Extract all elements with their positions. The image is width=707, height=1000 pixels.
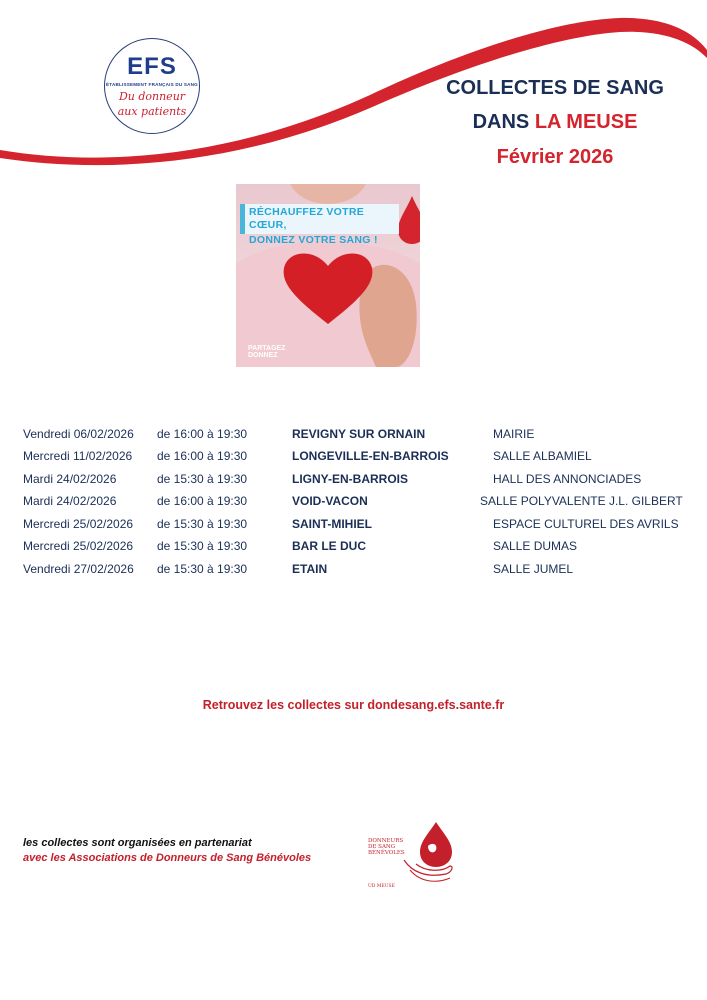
badge-line-2: DONNEZ <box>248 352 278 359</box>
campaign-image <box>236 184 420 367</box>
row-city: LIGNY-EN-BARROIS <box>292 472 409 486</box>
badge-line-1: PARTAGEZ <box>248 345 286 352</box>
campaign-banner <box>240 204 399 246</box>
table-row <box>0 427 707 443</box>
efs-logo-tagline-1: Du donneur <box>118 90 186 103</box>
title-line-2-prefix: DANS <box>472 111 535 133</box>
row-place: ESPACE CULTUREL DES AVRILS <box>493 517 679 531</box>
table-row <box>0 517 707 533</box>
partner-logo-line-3: BÉNÉVOLES <box>368 850 405 856</box>
row-hours: de 16:00 à 19:30 <box>157 427 248 441</box>
table-row <box>0 494 707 510</box>
row-place: SALLE DUMAS <box>493 539 578 553</box>
partner-line-1: les collectes sont organisées en partenariat <box>23 837 252 849</box>
table-row <box>0 449 707 465</box>
table-row <box>0 539 707 555</box>
banner-line-1: RÉCHAUFFEZ VOTRE CŒUR, <box>249 206 365 231</box>
row-hours: de 15:30 à 19:30 <box>157 517 248 531</box>
row-place: SALLE JUMEL <box>493 562 574 576</box>
row-city: LONGEVILLE-EN-BARROIS <box>292 449 449 463</box>
row-date: Mercredi 25/02/2026 <box>23 517 134 531</box>
row-hours: de 15:30 à 19:30 <box>157 472 248 486</box>
efs-logo-subtitle: ÉTABLISSEMENT FRANÇAIS DU SANG <box>106 82 198 87</box>
donneurs-de-sang-logo <box>366 820 456 890</box>
row-city: ETAIN <box>292 562 328 576</box>
partner-text <box>23 836 311 866</box>
face-shape <box>288 184 368 204</box>
title-line-1: COLLECTES DE SANG <box>446 77 664 99</box>
partner-logo-footer: UD MEUSE <box>368 884 395 889</box>
row-place: MAIRIE <box>493 427 535 441</box>
row-place: SALLE ALBAMIEL <box>493 449 592 463</box>
row-hours: de 16:00 à 19:30 <box>157 494 248 508</box>
row-city: VOID-VACON <box>292 494 368 508</box>
table-row <box>0 562 707 578</box>
efs-logo-tagline-2: aux patients <box>117 105 187 118</box>
efs-logo-brand: EFS <box>127 53 177 80</box>
row-city: REVIGNY SUR ORNAIN <box>292 427 426 441</box>
banner-line-2: DONNEZ VOTRE SANG ! <box>249 234 378 246</box>
row-hours: de 15:30 à 19:30 <box>157 562 248 576</box>
row-hours: de 15:30 à 19:30 <box>157 539 248 553</box>
title-month: Février 2026 <box>496 146 614 168</box>
partner-logo-line-1: DONNEURS <box>368 838 404 844</box>
row-hours: de 16:00 à 19:30 <box>157 449 248 463</box>
row-date: Mardi 24/02/2026 <box>23 494 117 508</box>
title-region: LA MEUSE <box>534 111 638 133</box>
row-place: SALLE POLYVALENTE J.L. GILBERT <box>480 494 683 508</box>
row-date: Vendredi 06/02/2026 <box>23 427 134 441</box>
table-row <box>0 472 707 488</box>
partner-line-2: avec les Associations de Donneurs de Sang Bénévoles <box>23 852 312 864</box>
row-city: SAINT-MIHIEL <box>292 517 372 531</box>
row-date: Mercredi 11/02/2026 <box>23 449 133 463</box>
title-line-2 <box>420 111 690 134</box>
row-date: Mardi 24/02/2026 <box>23 472 117 486</box>
partner-logo-line-2: DE SANG <box>368 844 396 850</box>
row-place: HALL DES ANNONCIADES <box>493 472 642 486</box>
blood-drop-icon <box>398 196 420 244</box>
partner-logo-text <box>368 838 405 856</box>
row-date: Vendredi 27/02/2026 <box>23 562 134 576</box>
row-date: Mercredi 25/02/2026 <box>23 539 134 553</box>
collectes-link[interactable]: Retrouvez les collectes sur dondesang.efs.sante.fr <box>202 698 505 712</box>
partagez-badge <box>248 345 285 359</box>
row-city: BAR LE DUC <box>292 539 366 553</box>
efs-logo <box>104 38 200 134</box>
